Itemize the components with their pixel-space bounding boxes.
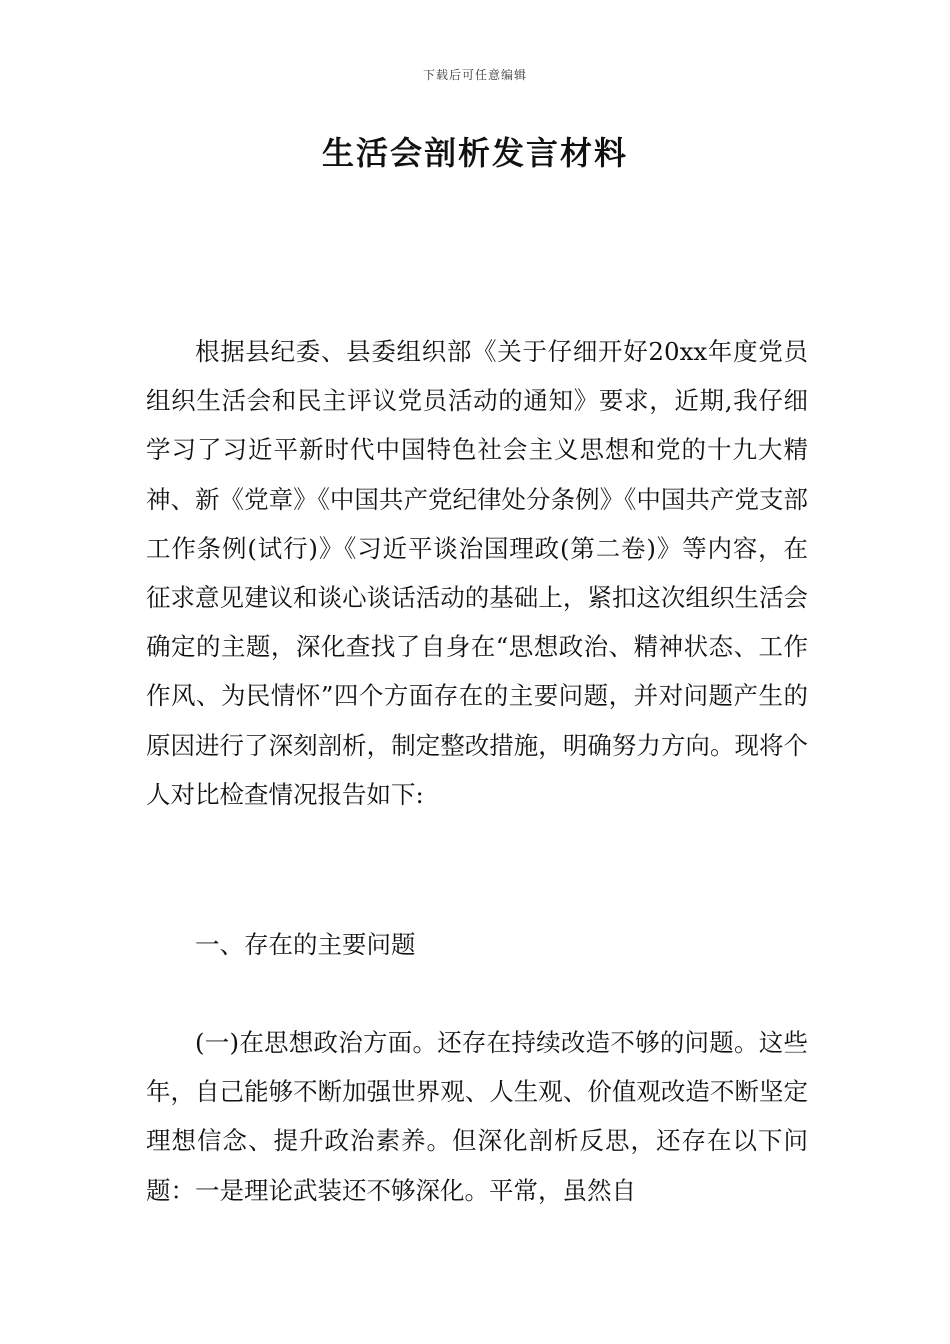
header-note: 下载后可任意编辑 xyxy=(422,68,527,82)
section-heading: 一、存在的主要问题 xyxy=(195,930,416,959)
point-one-paragraph: (一)在思想政治方面。还存在持续改造不够的问题。这些年，自己能够不断加强世界观、人生观、价值观改造不断坚定理想信念、提升政治素养。但深化剖析反思，还存在以下问题：一是理论武装还不够深化。平常，虽然自 xyxy=(146,1028,808,1205)
intro-paragraph: 根据县纪委、县委组织部《关于仔细开好20xx年度党员组织生活会和民主评议党员活动的通知》要求，近期,我仔细学习了习近平新时代中国特色社会主义思想和党的十九大精神、新《党章》《中国共产党纪律处分条例》《中国共产党支部工作条例(试行)》《习近平谈治国理政(第二卷)》等内容，在征求意见建议和谈心谈话活动的基础上，紧扣这次组织生活会确定的主题，深化查找了自身在“思想政治、精神状态、工作作风、为民情怀”四个方面存在的主要问题，并对问题产生的原因进行了深刻剖析，制定整改措施，明确努力方向。现将个人对比检查情况报告如下: xyxy=(146,337,808,809)
document-title: 生活会剖析发言材料 xyxy=(321,134,628,172)
